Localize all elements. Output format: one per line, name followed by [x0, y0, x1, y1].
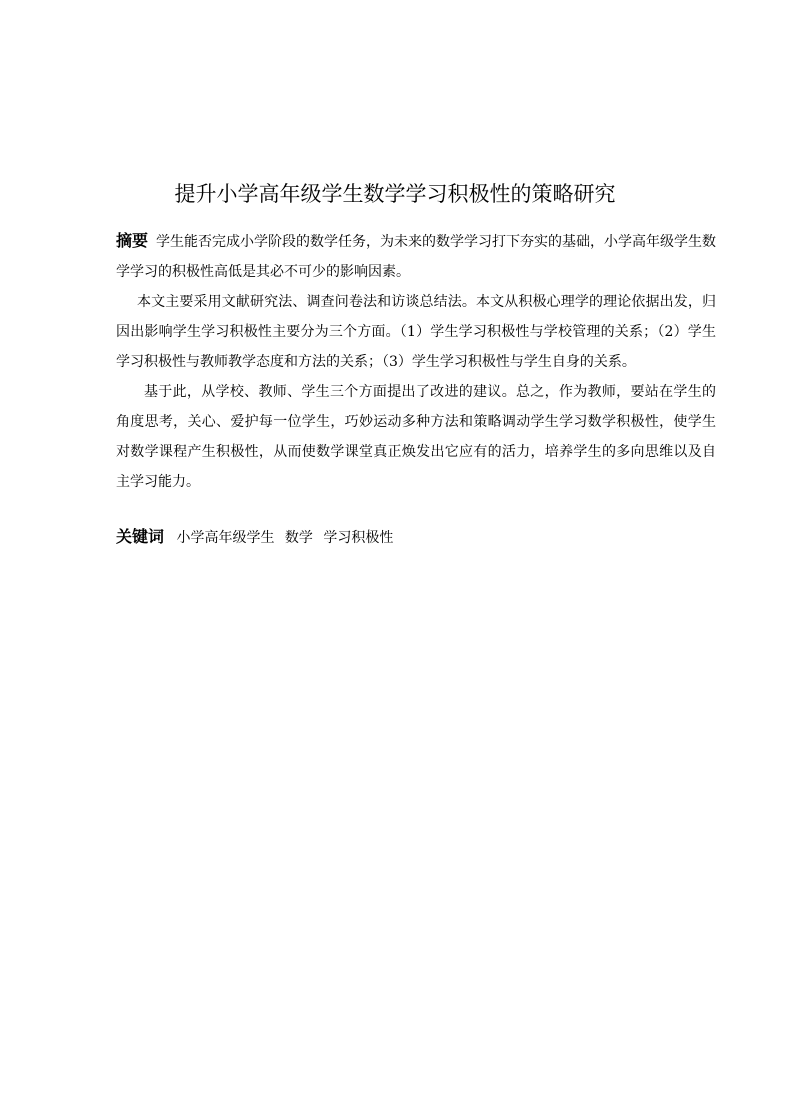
keyword-item: 学习积极性	[323, 530, 394, 546]
page-title: 提升小学高年级学生数学学习积极性的策略研究	[174, 182, 616, 207]
abstract-text-1: 学生能否完成小学阶段的数学任务，为未来的数学学习打下夯实的基础，小学高年级学生数学学习的积极性高低是其必不可少的影响因素。	[116, 234, 717, 280]
abstract-section	[116, 226, 716, 497]
abstract-paragraph-1	[116, 226, 716, 287]
keywords-section	[116, 526, 716, 549]
abstract-paragraph-3: 基于此，从学校、教师、学生三个方面提出了改进的建议。总之，作为教师，要站在学生的角度思考，关心、爱护每一位学生，巧妙运动多种方法和策略调动学生学习数学积极性，使学生对数学课程产生积极性，从而使数学课堂真正焕发出它应有的活力，培养学生的多向思维以及自主学习能力。	[116, 384, 716, 490]
keywords-label: 关键词	[116, 527, 165, 546]
abstract-paragraph-2: 本文主要采用文献研究法、调查问卷法和访谈总结法。本文从积极心理学的理论依据出发，归因出影响学生学习积极性主要分为三个方面。（1）学生学习积极性与学校管理的关系；（2）学生学习积极性与教师教学态度和方法的关系；（3）学生学习积极性与学生自身的关系。	[116, 294, 716, 370]
keyword-item: 数学	[284, 530, 313, 546]
abstract-label: 摘要	[116, 231, 149, 250]
keyword-item: 小学高年级学生	[176, 530, 275, 546]
